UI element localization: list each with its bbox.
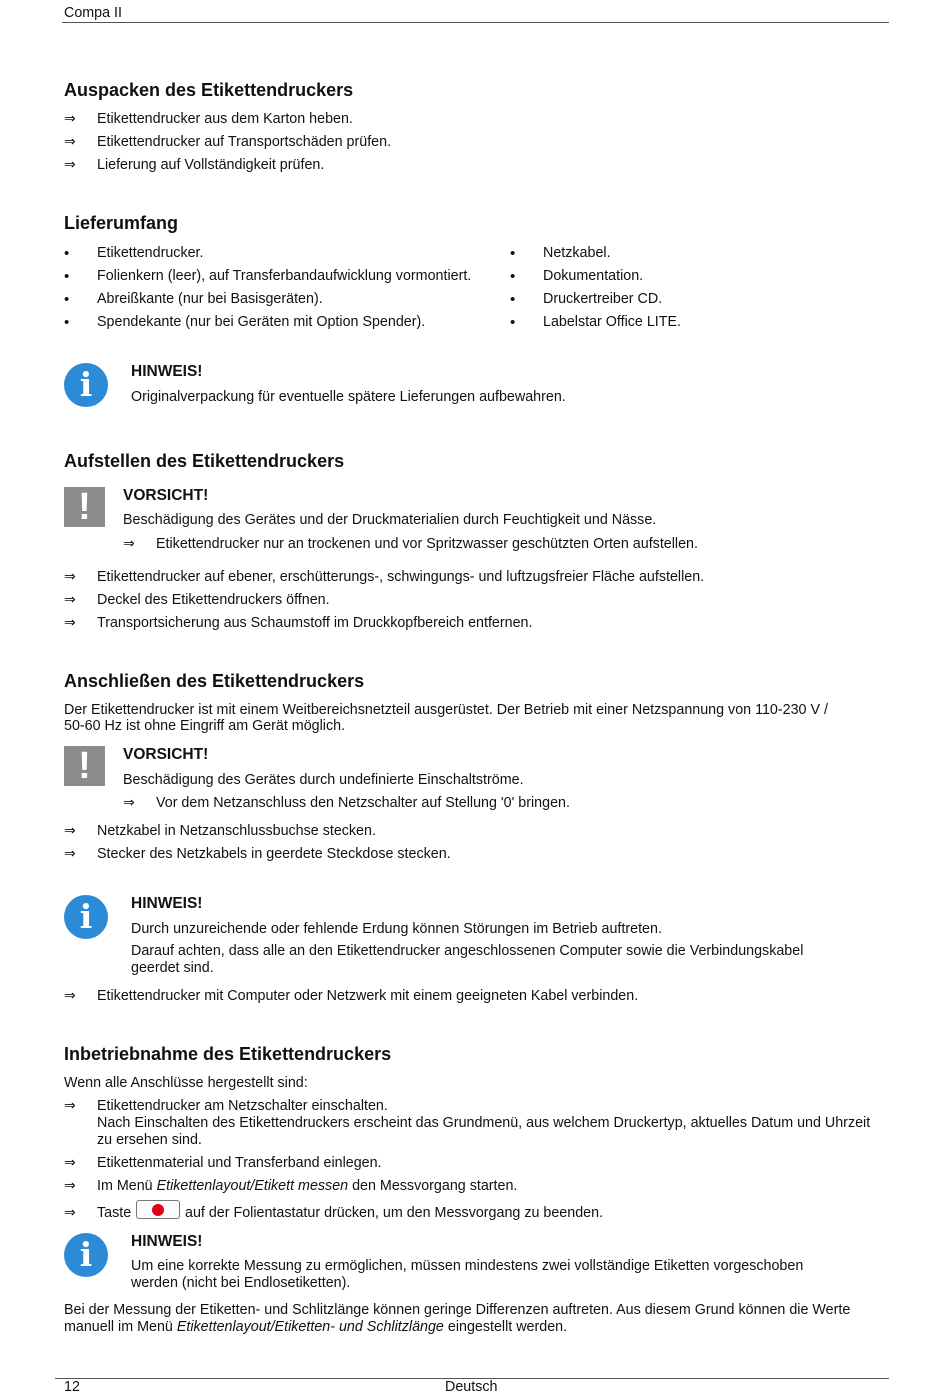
scope-item-left-1: Etikettendrucker. xyxy=(97,245,204,261)
heading-unpacking: Auspacken des Etikettendruckers xyxy=(64,80,354,100)
arrow-icon: ⇒ xyxy=(64,615,76,631)
heading-connect: Anschließen des Etikettendruckers xyxy=(64,671,365,691)
startup-step-2: Etikettenmaterial und Transferband einlegen. xyxy=(97,1155,382,1171)
startup-intro: Wenn alle Anschlüsse hergestellt sind: xyxy=(64,1075,308,1091)
startup-step-4-label: Taste xyxy=(97,1205,132,1221)
scope-item-right-3: Druckertreiber CD. xyxy=(543,291,663,307)
connect-final-step: Etikettendrucker mit Computer oder Netzwerk mit einem geeigneten Kabel verbinden. xyxy=(97,988,639,1004)
heading-setup: Aufstellen des Etikettendruckers xyxy=(64,451,345,471)
caution-text: Beschädigung des Gerätes und der Druckmaterialien durch Feuchtigkeit und Nässe. xyxy=(123,512,657,528)
note-line-1: Durch unzureichende oder fehlende Erdung können Störungen im Betrieb auftreten. xyxy=(131,921,662,937)
bullet-icon: • xyxy=(510,245,516,262)
scope-item-left-4: Spendekante (nur bei Geräten mit Option Spender). xyxy=(97,314,426,330)
unpack-step-1: Etikettendrucker aus dem Karton heben. xyxy=(97,111,353,127)
info-icon: i xyxy=(64,363,108,407)
arrow-icon: ⇒ xyxy=(123,795,135,811)
arrow-icon: ⇒ xyxy=(123,536,135,552)
note-title: HINWEIS! xyxy=(131,1233,203,1250)
stop-key-icon xyxy=(136,1200,180,1219)
red-dot-icon xyxy=(152,1204,164,1216)
connect-intro-line-1: Der Etikettendrucker ist mit einem Weitbereichsnetzteil ausgerüstet. Der Betrieb mit einer Netzspannung von 110-230 V / xyxy=(64,702,828,718)
note-text: Originalverpackung für eventuelle spätere Lieferungen aufbewahren. xyxy=(131,389,566,405)
arrow-icon: ⇒ xyxy=(64,846,76,862)
menu-path: Etikettenlayout/Etiketten- und Schlitzlänge xyxy=(176,1319,444,1335)
note-line-2: Darauf achten, dass alle an den Etikettendrucker angeschlossenen Computer sowie die Verbindungskabel xyxy=(131,943,804,959)
footer-language: Deutsch xyxy=(445,1379,498,1395)
startup-step-1-line-3: zu ersehen sind. xyxy=(97,1132,202,1148)
startup-step-1-line-2: Nach Einschalten des Etikettendruckers erscheint das Grundmenü, aus welchem Druckertyp, aktuelles Datum und Uhrzeit xyxy=(97,1115,871,1131)
note-line-1: Um eine korrekte Messung zu ermöglichen, müssen mindestens zwei vollständige Etiketten vorgeschoben xyxy=(131,1258,804,1274)
bullet-icon: • xyxy=(510,268,516,285)
startup-step-1-line-1: Etikettendrucker am Netzschalter einschalten. xyxy=(97,1098,388,1114)
bullet-icon: • xyxy=(64,314,70,331)
note-title: HINWEIS! xyxy=(131,895,203,912)
scope-item-left-2: Folienkern (leer), auf Transferbandaufwicklung vormontiert. xyxy=(97,268,472,284)
bullet-icon: • xyxy=(510,314,516,331)
menu-path: Etikettenlayout/Etikett messen xyxy=(156,1178,349,1194)
caution-step: Vor dem Netzanschluss den Netzschalter auf Stellung '0' bringen. xyxy=(156,795,570,811)
header-rule xyxy=(62,22,889,23)
arrow-icon: ⇒ xyxy=(64,988,76,1004)
bullet-icon: • xyxy=(64,291,70,308)
arrow-icon: ⇒ xyxy=(64,1178,76,1194)
arrow-icon: ⇒ xyxy=(64,569,76,585)
unpack-step-3: Lieferung auf Vollständigkeit prüfen. xyxy=(97,157,325,173)
arrow-icon: ⇒ xyxy=(64,134,76,150)
bullet-icon: • xyxy=(64,245,70,262)
info-icon: i xyxy=(64,1233,108,1277)
caution-step: Etikettendrucker nur an trockenen und vor Spritzwasser geschützten Orten aufstellen. xyxy=(156,536,698,552)
caution-title: VORSICHT! xyxy=(123,746,209,763)
bullet-icon: • xyxy=(64,268,70,285)
caution-icon: ! xyxy=(64,746,105,786)
arrow-icon: ⇒ xyxy=(64,111,76,127)
connect-step-1: Netzkabel in Netzanschlussbuchse stecken. xyxy=(97,823,376,839)
setup-step-3: Transportsicherung aus Schaumstoff im Druckkopfbereich entfernen. xyxy=(97,615,533,631)
arrow-icon: ⇒ xyxy=(64,1205,76,1221)
arrow-icon: ⇒ xyxy=(64,157,76,173)
connect-intro-line-2: 50-60 Hz ist ohne Eingriff am Gerät möglich. xyxy=(64,718,346,734)
setup-step-2: Deckel des Etikettendruckers öffnen. xyxy=(97,592,330,608)
arrow-icon: ⇒ xyxy=(64,1098,76,1114)
scope-item-right-4: Labelstar Office LITE. xyxy=(543,314,682,330)
arrow-icon: ⇒ xyxy=(64,823,76,839)
caution-icon: ! xyxy=(64,487,105,527)
note-line-2: werden (nicht bei Endlosetiketten). xyxy=(131,1275,351,1291)
arrow-icon: ⇒ xyxy=(64,1155,76,1171)
heading-scope: Lieferumfang xyxy=(64,213,179,233)
caution-text: Beschädigung des Gerätes durch undefinierte Einschaltströme. xyxy=(123,772,524,788)
scope-item-right-2: Dokumentation. xyxy=(543,268,644,284)
info-icon: i xyxy=(64,895,108,939)
arrow-icon: ⇒ xyxy=(64,592,76,608)
bullet-icon: • xyxy=(510,291,516,308)
heading-startup: Inbetriebnahme des Etikettendruckers xyxy=(64,1044,392,1064)
scope-item-left-3: Abreißkante (nur bei Basisgeräten). xyxy=(97,291,323,307)
connect-step-2: Stecker des Netzkabels in geerdete Steckdose stecken. xyxy=(97,846,451,862)
startup-outro-line-1: Bei der Messung der Etiketten- und Schlitzlänge können geringe Differenzen auftreten. Aus diesem Grund können die Werte xyxy=(64,1302,851,1318)
note-line-3: geerdet sind. xyxy=(131,960,214,976)
note-title: HINWEIS! xyxy=(131,363,203,380)
caution-title: VORSICHT! xyxy=(123,487,209,504)
startup-outro-line-2: manuell im Menü Etikettenlayout/Etiketten- und Schlitzlänge eingestellt werden. xyxy=(64,1319,568,1335)
page-number: 12 xyxy=(64,1379,80,1395)
startup-step-3: Im Menü Etikettenlayout/Etikett messen den Messvorgang starten. xyxy=(97,1178,518,1194)
startup-step-4-text: auf der Folientastatur drücken, um den Messvorgang zu beenden. xyxy=(185,1205,604,1221)
unpack-step-2: Etikettendrucker auf Transportschäden prüfen. xyxy=(97,134,392,150)
setup-step-1: Etikettendrucker auf ebener, erschütterungs-, schwingungs- und luftzugsfreier Fläche aufstellen. xyxy=(97,569,705,585)
running-header: Compa II xyxy=(64,5,123,21)
scope-item-right-1: Netzkabel. xyxy=(543,245,611,261)
